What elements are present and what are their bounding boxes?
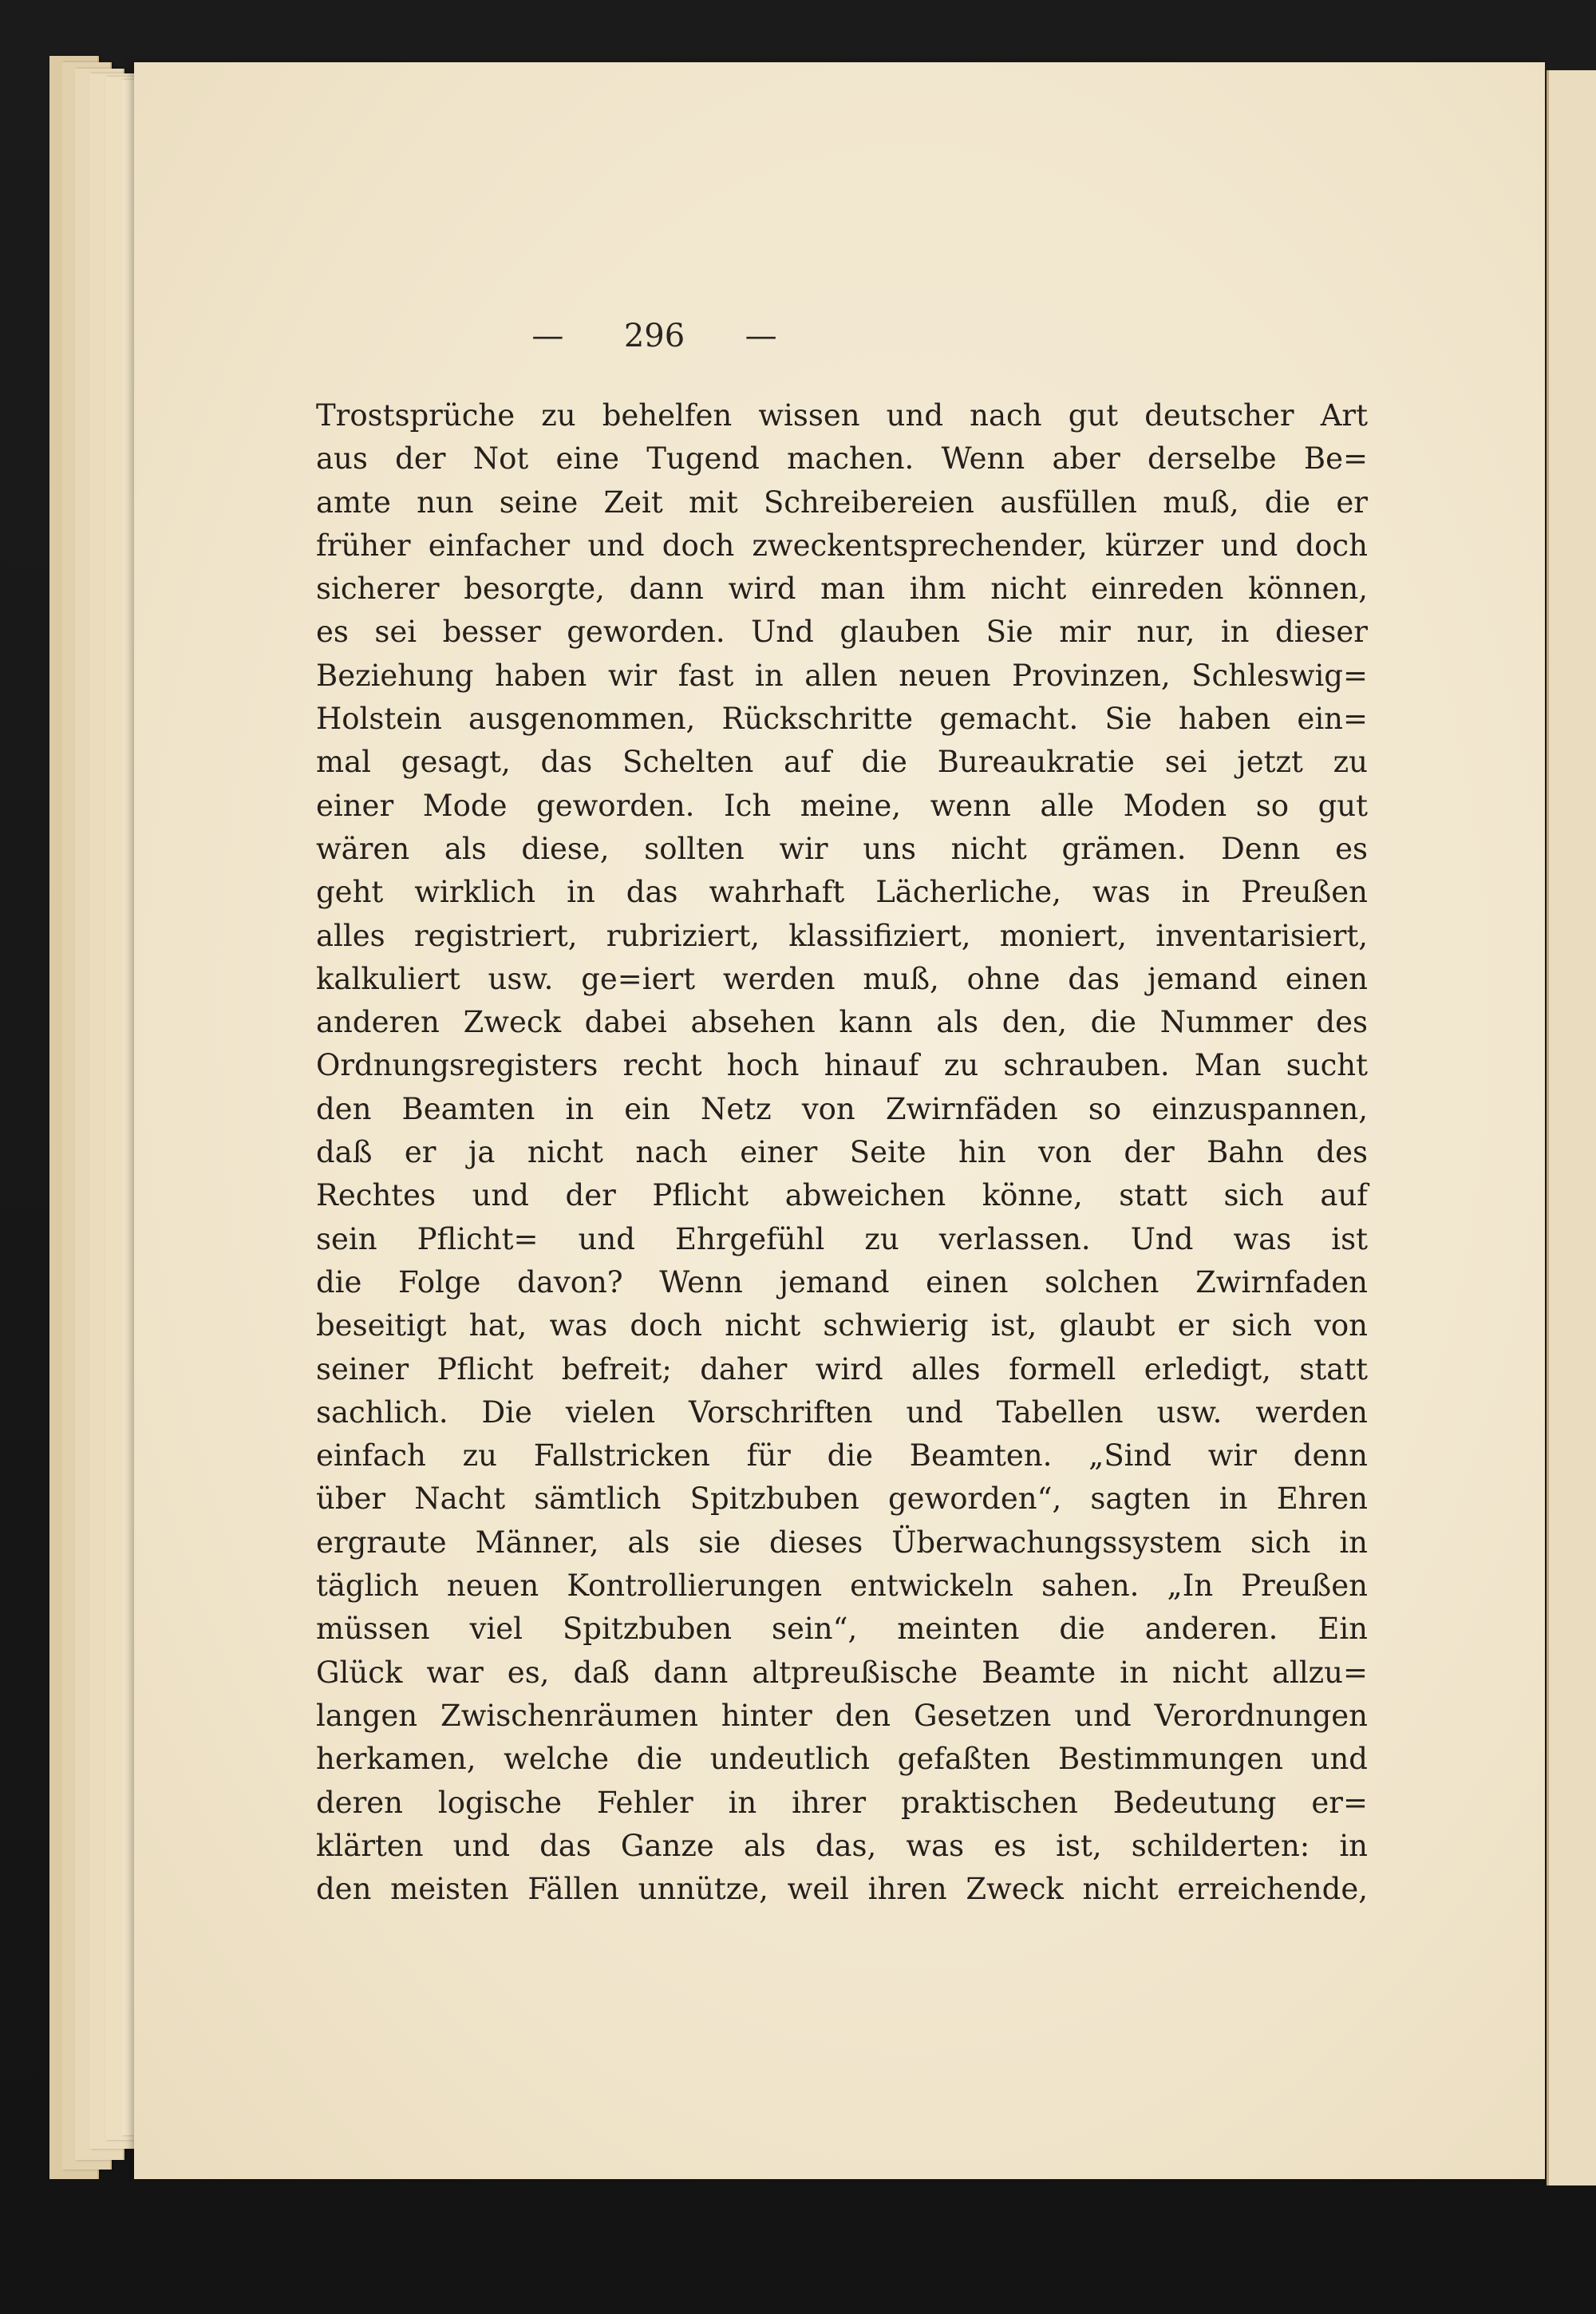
text-line: herkamen, welche die undeutlich gefaßten Bestimmungen und <box>316 1742 1368 1777</box>
text-line: über Nacht sämtlich Spitzbuben geworden“, sagten in Ehren <box>316 1481 1368 1517</box>
text-line: wären als diese, sollten wir uns nicht grämen. Denn es <box>316 831 1368 866</box>
text-line: daß er ja nicht nach einer Seite hin von der Bahn des <box>316 1135 1368 1170</box>
text-line: deren logische Fehler in ihrer praktischen Bedeutung er= <box>316 1785 1368 1820</box>
text-line: müssen viel Spitzbuben sein“, meinten die anderen. Ein <box>316 1612 1368 1647</box>
text-line: kalkuliert usw. ge=iert werden muß, ohne das jemand einen <box>316 961 1368 996</box>
text-line: einfach zu Fallstricken für die Beamten. „Sind wir denn <box>316 1438 1368 1473</box>
text-line: Beziehung haben wir fast in allen neuen Provinzen, Schleswig= <box>316 658 1368 693</box>
text-line: sein Pflicht= und Ehrgefühl zu verlassen. Und was ist <box>316 1221 1368 1256</box>
text-line: den meisten Fällen unnütze, weil ihren Zweck nicht erreichende, <box>316 1872 1368 1907</box>
text-line: Holstein ausgenommen, Rückschritte gemacht. Sie haben ein= <box>316 702 1368 737</box>
text-line: sachlich. Die vielen Vorschriften und Tabellen usw. werden <box>316 1394 1368 1430</box>
text-line: geht wirklich in das wahrhaft Lächerliche, was in Preußen <box>316 875 1368 910</box>
text-line: alles registriert, rubriziert, klassifiziert, moniert, inventarisiert, <box>316 918 1368 953</box>
text-line: klärten und das Ganze als das, was es ist, schilderten: in <box>316 1828 1368 1863</box>
text-line: den Beamten in ein Netz von Zwirnfäden so einzuspannen, <box>316 1091 1368 1126</box>
text-line: amte nun seine Zeit mit Schreibereien ausfüllen muß, die er <box>316 485 1368 520</box>
text-line: Ordnungsregisters recht hoch hinauf zu schrauben. Man sucht <box>316 1048 1368 1083</box>
text-line: Trostsprüche zu behelfen wissen und nach gut deutscher Art <box>316 398 1368 433</box>
next-page-edge <box>1547 70 1596 2185</box>
text-line: langen Zwischenräumen hinter den Gesetzen und Verordnungen <box>316 1698 1368 1733</box>
text-line: anderen Zweck dabei absehen kann als den, die Nummer des <box>316 1005 1368 1040</box>
text-line: täglich neuen Kontrollierungen entwickeln sahen. „In Preußen <box>316 1568 1368 1604</box>
text-line: ergraute Männer, als sie dieses Überwachungssystem sich in <box>316 1525 1368 1560</box>
text-line: es sei besser geworden. Und glauben Sie mir nur, in dieser <box>316 615 1368 650</box>
text-line: die Folge davon? Wenn jemand einen solchen Zwirnfaden <box>316 1264 1368 1299</box>
page-header <box>415 318 894 354</box>
page-number: 296 <box>623 318 685 354</box>
page-number-dash-left: — <box>531 318 564 354</box>
text-line: sicherer besorgte, dann wird man ihm nicht einreden können, <box>316 572 1368 607</box>
text-line: seiner Pflicht befreit; daher wird alles formell erledigt, statt <box>316 1351 1368 1386</box>
text-line: einer Mode geworden. Ich meine, wenn alle Moden so gut <box>316 788 1368 823</box>
text-line: Rechtes und der Pflicht abweichen könne, statt sich auf <box>316 1178 1368 1213</box>
text-line: beseitigt hat, was doch nicht schwierig ist, glaubt er sich von <box>316 1308 1368 1343</box>
page-number-dash-right: — <box>745 318 777 354</box>
body-text <box>316 394 1368 1911</box>
text-line: früher einfacher und doch zweckentsprechender, kürzer und doch <box>316 528 1368 563</box>
text-line: mal gesagt, das Schelten auf die Bureaukratie sei jetzt zu <box>316 745 1368 780</box>
text-line: Glück war es, daß dann altpreußische Beamte in nicht allzu= <box>316 1655 1368 1690</box>
text-line: aus der Not eine Tugend machen. Wenn aber derselbe Be= <box>316 441 1368 477</box>
